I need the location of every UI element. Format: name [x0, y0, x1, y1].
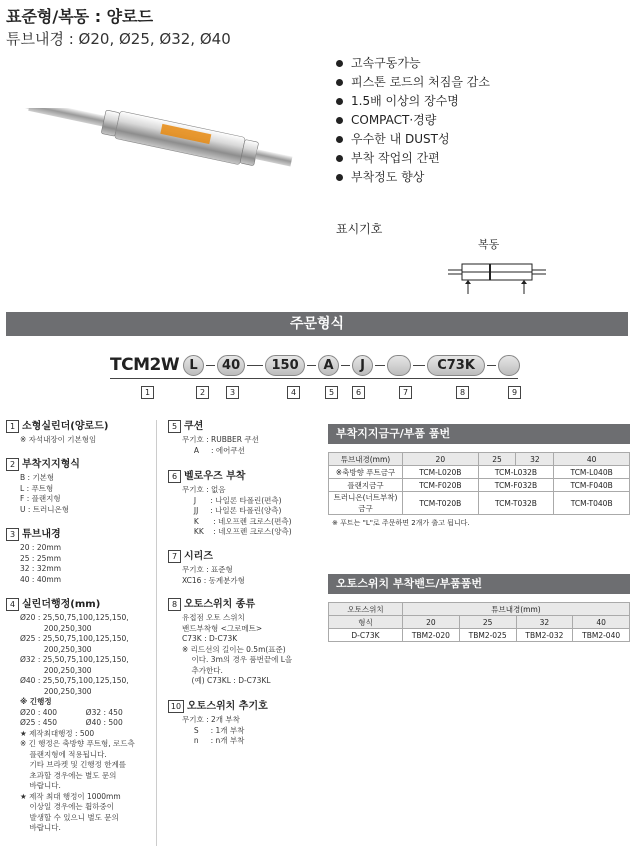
- table-row: D-C73K TBM2-020 TBM2-025 TBM2-032 TBM2-040: [329, 629, 630, 642]
- table-row: ※축방향 푸트금구 TCM-L020B TCM-L032B TCM-L040B: [329, 466, 630, 479]
- section-5: 5 쿠션 무기호 : RUBBER 쿠션 A : 에어쿠션: [168, 420, 259, 456]
- code-number: 3: [226, 386, 239, 399]
- code-number: 9: [508, 386, 521, 399]
- switch-band-table: 오토스위치 부착밴드/부품품번 오토스위치 튜브내경(mm) 형식 20 25 32 40 D-C73K TBM2-020 TBM2-025 TBM2-032 TBM2-040: [328, 574, 630, 642]
- order-code-underline: [110, 378, 518, 379]
- feature-item: COMPACT·경량: [336, 111, 626, 130]
- code-part: 150: [265, 355, 305, 376]
- code-number: 7: [399, 386, 412, 399]
- page-title: 표준형/복동 : 양로드: [6, 7, 154, 26]
- table-row: 트러니온(너트부착)금구 TCM-T020B TCM-T032B TCM-T040B: [329, 492, 630, 515]
- feature-item: 부착정도 향상: [336, 168, 626, 187]
- table-note: ※ 푸트는 "L"로 주문하면 2개가 출고 됩니다.: [332, 519, 470, 527]
- order-code-main: TCM2W: [110, 355, 180, 375]
- code-part: A: [318, 355, 339, 376]
- feature-item: 피스톤 로드의 처짐을 감소: [336, 73, 626, 92]
- page-subtitle: 튜브내경 : Ø20, Ø25, Ø32, Ø40: [6, 30, 231, 48]
- code-part: [498, 355, 520, 376]
- section-3: 3 튜브내경 20 : 20mm 25 : 25mm 32 : 32mm 40 : 40mm: [6, 528, 61, 585]
- code-number: 2: [196, 386, 209, 399]
- mounting-parts-table: 부착지지금구/부품 품번 튜브내경(mm) 20 25 32 40 ※축방향 푸트금구 TCM-L020B TCM-L032B TCM-L040B 플랜지금구 TCM-F020B TCM-F032B TCM-F040B 트러니온(너트부착)금구 TCM-T020B TCM-T032B TCM-T040B ※ 푸트는 "L"로 주문하면 2개가 출고 됩니다.: [328, 424, 630, 528]
- section-6: 6 벨로우즈 부착 무기호 : 없음 J : 나일론 타폴린(편측) JJ : 나일론 타폴린(양측) K : 네오프렌 크로스(편측) KK : 네오프렌 크로스(양측): [168, 470, 292, 538]
- code-part: 40: [217, 355, 245, 376]
- table-title: 오토스위치 부착밴드/부품품번: [328, 574, 630, 594]
- code-part: J: [352, 355, 373, 376]
- symbol-type: 복동: [478, 238, 500, 251]
- section-2: 2 부착지지형식 B : 기본형 L : 푸트형 F : 플랜지형 U : 트러니온형: [6, 458, 80, 515]
- feature-item: 우수한 내 DUST성: [336, 130, 626, 149]
- feature-list: [336, 54, 626, 187]
- code-number: 8: [456, 386, 469, 399]
- section-1: 1 소형실린더(양로드) ※ 자석내장이 기본형임: [6, 420, 108, 446]
- feature-item: 부착 작업의 간편: [336, 149, 626, 168]
- section-8: 8 오토스위치 종류 유접점 오토 스위치 밴드부착형 <그로메트> C73K : D-C73K ※ 리드선의 길이는 0.5m(표준) 이다. 3m의 경우 품번끝에 L을 추가한다. (예) C73KL : D-C73KL: [168, 598, 292, 687]
- code-number: 5: [325, 386, 338, 399]
- order-format-banner: 주문형식: [6, 312, 628, 336]
- code-number: 1: [141, 386, 154, 399]
- code-part: C73K: [427, 355, 485, 376]
- section-10: 10 오토스위치 추기호 무기호 : 2개 부착 S : 1개 부착 n : n개 부착: [168, 700, 268, 747]
- symbol-label: 표시기호: [336, 222, 383, 236]
- cylinder-image: [4, 108, 294, 218]
- table-title: 부착지지금구/부품 품번: [328, 424, 630, 444]
- section-7: 7 시리즈 무기호 : 표준형 XC16 : 동계분가형: [168, 550, 245, 586]
- feature-item: 1.5배 이상의 장수명: [336, 92, 626, 111]
- section-4: 4 실린더행정(mm) Ø20 : 25,50,75,100,125,150, 200,250,300 Ø25 : 25,50,75,100,125,150, 200,250,300 Ø32 : 25,50,75,100,125,150, 200,250,300 Ø40 : 25,50,75,100,125,150, 200,250,300 ※ 긴행정 Ø20 : 400 Ø32 : 450 Ø25 : 450 Ø40 : 500 ★ 제작최대행정 : 500 ※ 긴 행정은 축방향 푸트형, 로드측 플랜지형에 적용됩니다. 기타 브라켓 및 긴행정 한계를 초과할 경우에는 별도 문의 바랍니다. ★ 제작 최대 행정이 1000mm 이상일 경우에는 휨하중이 발생할 수 있으니 별도 문의 바랍니다.: [6, 598, 135, 834]
- feature-item: 고속구동가능: [336, 54, 626, 73]
- code-part: [387, 355, 411, 376]
- code-part: L: [183, 355, 204, 376]
- order-code: [110, 352, 520, 378]
- table-row: 플랜지금구 TCM-F020B TCM-F032B TCM-F040B: [329, 479, 630, 492]
- code-number: 6: [352, 386, 365, 399]
- column-divider: [156, 420, 157, 846]
- double-acting-symbol: [448, 256, 548, 302]
- code-number: 4: [287, 386, 300, 399]
